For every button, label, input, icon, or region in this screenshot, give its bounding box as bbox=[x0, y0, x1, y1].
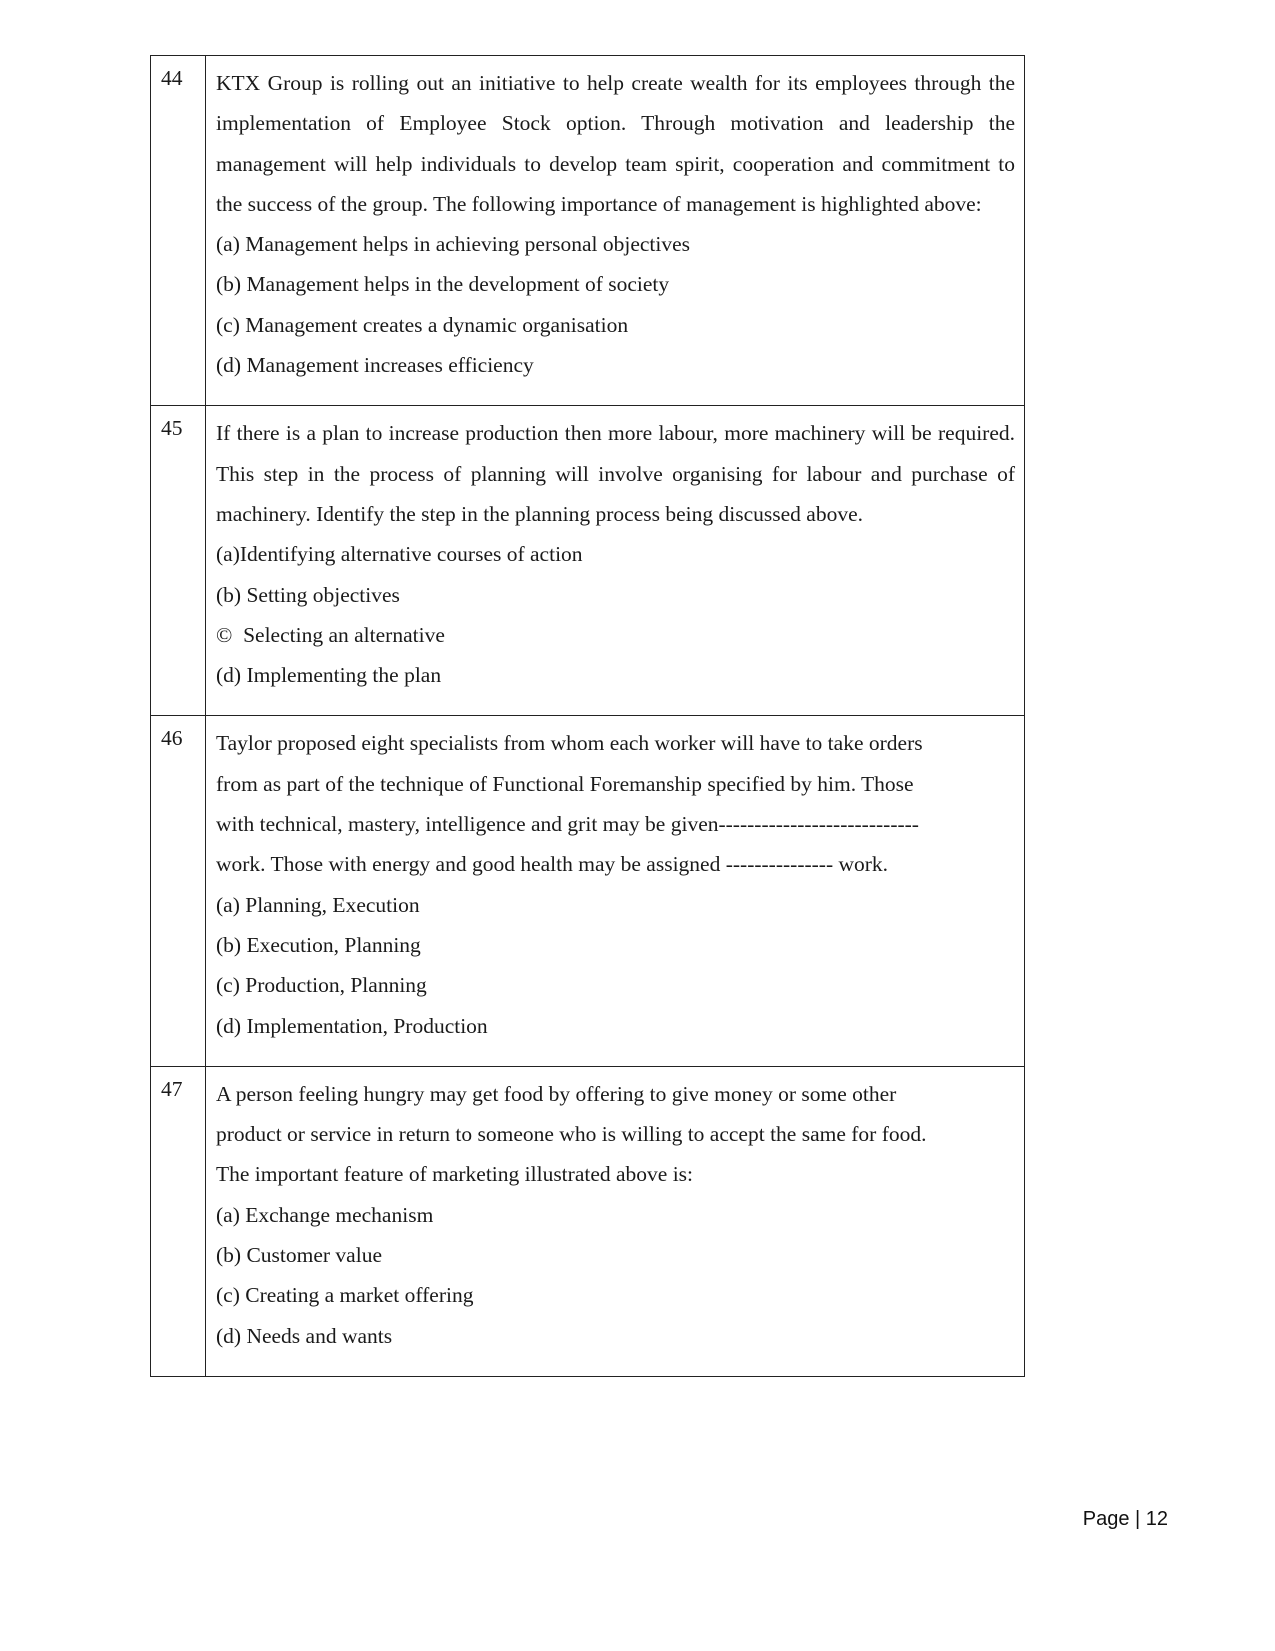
option-c: (c) Production, Planning bbox=[216, 973, 427, 998]
option-d: (d) Management increases efficiency bbox=[216, 353, 534, 378]
question-row bbox=[151, 716, 1025, 1066]
option-c: (c) Management creates a dynamic organisation bbox=[216, 312, 629, 337]
question-text-line: work. Those with energy and good health may be assigned --------------- work. bbox=[216, 852, 889, 877]
question-number: 46 bbox=[151, 716, 206, 1066]
question-body bbox=[206, 716, 1025, 1066]
question-text: KTX Group is rolling out an initiative to help create wealth for its employees through the implementation of Employee Stock option. Through motivation and leadership the management will help individuals to develop team spirit, cooperation and commitment to the success of the group. The following importance of management is highlighted above: bbox=[216, 71, 1015, 216]
option-c: © Selecting an alternative bbox=[216, 622, 445, 647]
option-c: (c) Creating a market offering bbox=[216, 1283, 474, 1308]
option-b: (b) Customer value bbox=[216, 1243, 382, 1268]
question-number: 44 bbox=[151, 56, 206, 406]
question-number: 47 bbox=[151, 1066, 206, 1376]
option-b: (b) Management helps in the development of society bbox=[216, 272, 670, 297]
question-row bbox=[151, 406, 1025, 716]
option-a: (a) Management helps in achieving personal objectives bbox=[216, 232, 691, 257]
questions-table bbox=[150, 55, 1025, 1377]
option-b: (b) Setting objectives bbox=[216, 582, 400, 607]
option-a: (a) Planning, Execution bbox=[216, 892, 420, 917]
question-text-line: with technical, mastery, intelligence and grit may be given---------------------------- bbox=[216, 812, 919, 837]
option-d: (d) Needs and wants bbox=[216, 1323, 393, 1348]
question-text-line: product or service in return to someone who is willing to accept the same for food. bbox=[216, 1122, 927, 1147]
question-number: 45 bbox=[151, 406, 206, 716]
question-text-line: from as part of the technique of Functional Foremanship specified by him. Those bbox=[216, 771, 914, 796]
option-d: (d) Implementing the plan bbox=[216, 663, 442, 688]
option-a: (a) Exchange mechanism bbox=[216, 1202, 434, 1227]
question-row bbox=[151, 1066, 1025, 1376]
question-text-line: Taylor proposed eight specialists from whom each worker will have to take orders bbox=[216, 731, 923, 756]
question-body bbox=[206, 1066, 1025, 1376]
question-row bbox=[151, 56, 1025, 406]
option-b: (b) Execution, Planning bbox=[216, 932, 421, 957]
option-a: (a)Identifying alternative courses of action bbox=[216, 542, 583, 567]
option-d: (d) Implementation, Production bbox=[216, 1013, 488, 1038]
question-text-line: The important feature of marketing illustrated above is: bbox=[216, 1162, 694, 1187]
question-text: If there is a plan to increase production then more labour, more machinery will be required. This step in the process of planning will involve organising for labour and purchase of machinery. Identify the step in the planning process being discussed above. bbox=[216, 421, 1015, 526]
question-body bbox=[206, 56, 1025, 406]
question-body bbox=[206, 406, 1025, 716]
page-number: Page | 12 bbox=[1082, 1508, 1168, 1530]
question-text-line: A person feeling hungry may get food by offering to give money or some other bbox=[216, 1081, 897, 1106]
